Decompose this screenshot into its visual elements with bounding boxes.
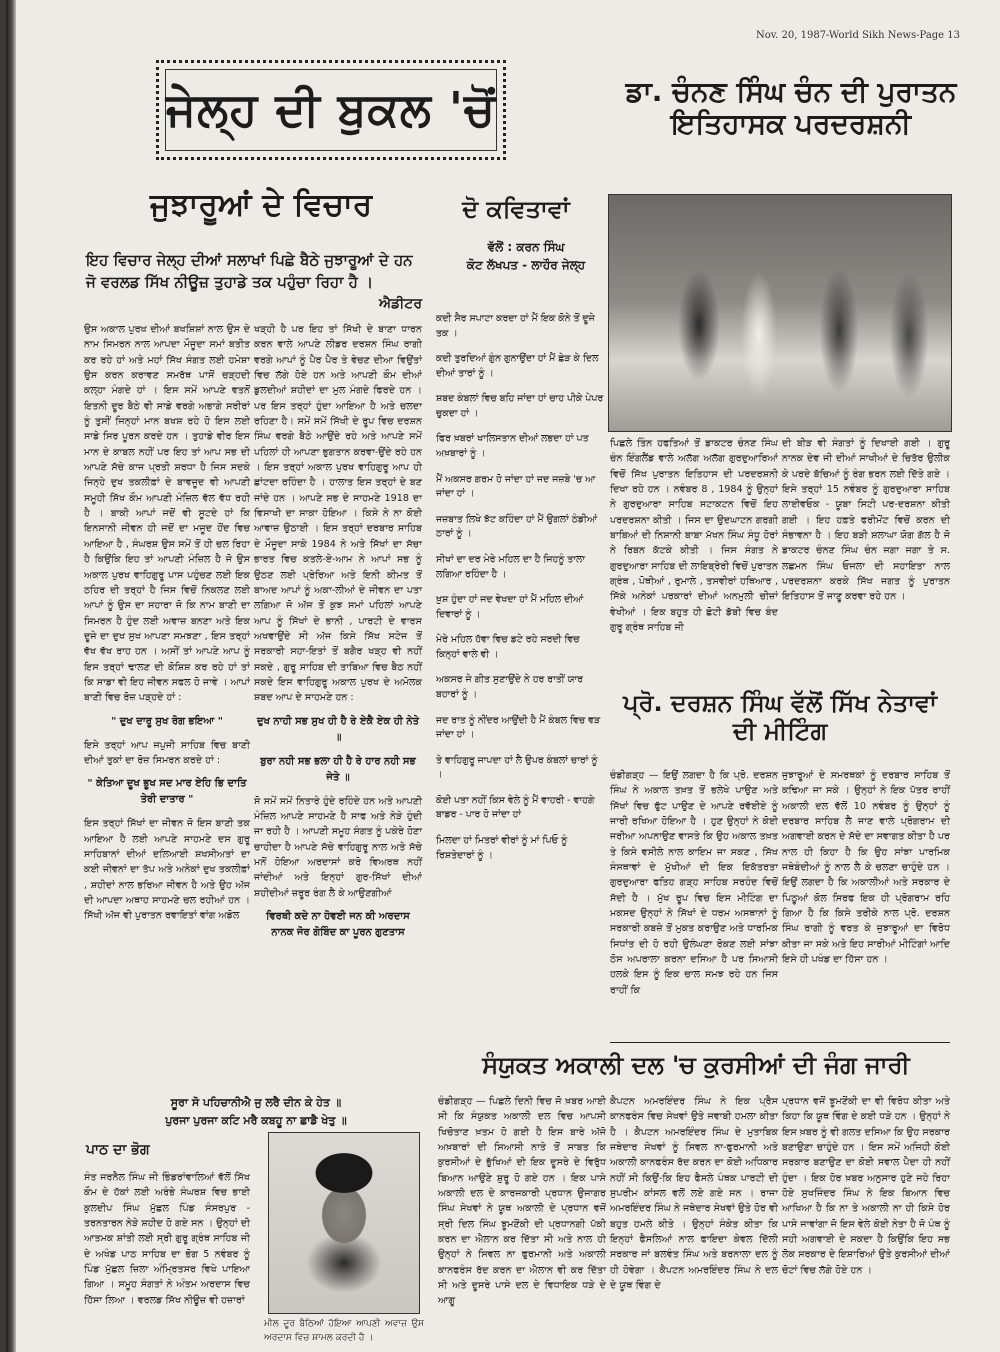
poem-stanza: ਫਿਰ ਖ਼ਬਰਾਂ ਖਾਲਿਸਤਾਨ ਦੀਆਂ ਲਭਦਾ ਹਾਂ ਪਤ ਅਖ਼ਬਾਰਾਂ ਨੂੰ । — [436, 433, 589, 460]
memorial-verse — [86, 1094, 426, 1129]
meeting-column-1: ਚੰਡੀਗੜ੍ਹ — ਇਉਂ ਲਗਦਾ ਹੈ ਕਿ ਪ੍ਰੋ. ਦਰਸ਼ਨ ਸਿੰਘ ਨੇ ਅਕਾਲ ਤਖ਼ਤ ਤੋਂ ਭਲੇਖੇ ਪਾਉਣ ਅਤੇ ਸਿੱਖਾਂ ਵਿਚ ਫੁੱਟ ਪਾਉਣ ਦੇ ਆਪਣੇ ਰਵੱਈਏ ਨੂੰ ਜਾਰੀ ਰਖਿਆ ਹੋਇਆ ਹੈ । ਹੁਣ ਉਨ੍ਹਾਂ ਨੇ ਕੋਈ ਜਰੀਆ ਅਪਨਾਉਣ ਵਾਸਤੇ ਕਿ ਉਹ ਅਕਾਲ ਤਖ਼ਤ ਤੇ ਕਿਸੇ ਵਸੀਲੇ ਨਾਲ ਕਾਇਮ ਜਾ ਸਕਣ , ਸਿੱਖ ਸੰਸਥਾਵਾਂ ਦੇ ਮੁੱਖੀਆਂ ਦੀ ਇਕ ਇਕੱਤਰਤਾ ਗੁਰਦੁਆਰਾ ਫਤਿਹ ਗੜ੍ਹ ਸਾਹਿਬ ਸਰਹੰਦ ਵਿਚੋਂ ਸੱਦੀ ਹੈ । ਮੁੱਖ ਰੂਪ ਵਿਚ ਇਸ ਮੀਟਿੰਗ ਦਾ ਮਕਸਦ ਉਨ੍ਹਾਂ ਨੇ ਸਿੱਖਾਂ ਦੇ ਧਰਮ ਅਸਥਾਨਾਂ ਨੂੰ ਸਰਕਾਰੀ ਕਬਜ਼ੇ ਤੋਂ ਮੁਕਤ ਕਰਾਉਣ ਅਤੇ ਧਾਰਮਿਕ ਸਿਧਾਂਤ ਦੀ ਹੋ ਰਹੀ ਉਲੰਘਣਾ ਰੋਕਣ ਲਈ ਸਾਂਝਾ ਠੋਸ ਅਪਰਾਲਾ ਕਰਨਾ ਦਸਿਆ ਹੈ ਪਰ ਸਿਆਸੀ ਹਲਕੇ ਇਸ ਨੂੰ ਇਕ ਚਾਲ ਸਮਝ ਰਹੇ ਹਨ ਜਿਸ ਰਾਹੀਂ ਕਿ — [610, 770, 778, 996]
page-edge — [6, 0, 16, 1352]
article1-text: ਖੜ੍ਹੀ ਹੈ ਪਰ ਇਹ ਤਾਂ ਸਿੱਖੀ ਦੇ ਬਾਣਾ ਧਾਰਨ ਕਰਨ ਵਾਲੇ ਆਪਣੇ ਲੀਡਰ ਦਰਸ਼ਨ ਸਿੰਘ ਰਾਗੀ ਵਰਗੇ ਆਪਾਂ ਨੂੰ ਪੈਰ ਪੈਰ ਤੇ ਵੇਚਣ ਦੀਆ ਵਿਉਂਤਾਂ ਵਿਚ ਲੱਗੇ ਹੋਏ ਹਨ ਅਤੇ ਆਪਣੀ ਕੌਮ ਦੀਆਂ ਡੁਲਦੀਆਂ ਸ਼ਹੀਦਾਂ ਦਾ ਮੁਲ ਮੰਗਦੇ ਫਿਰਦੇ ਹਨ । ਪਰ ਇਸ ਤਰ੍ਹਾਂ ਹੁੰਦਾ ਆਇਆ ਹੈ ਅਤੇ ਚਲਦਾ ਰਹਿਣਾ ਹੈ। ਸਮੇਂ ਸਮੇਂ ਸਿੱਖੀ ਦੇ ਰੂਪ ਵਿਚ ਦਰਸ਼ਨ ਸਿੰਘ ਵਰਗੇ ਬੈਠੇ ਆਉਂਦੇ ਰਹੇ ਅਤੇ ਆਪਣੇ ਸਮੇਂ ਪਹਿਲਾਂ ਹੀ ਆਪਣਾ ਭੁਗਤਾਨ ਕਰਵਾ-ਉਂਦੇ ਰਹੇ ਹਨ । ਇਸ ਤਰ੍ਹਾਂ ਅਕਾਲ ਪੁਰਖ ਵਾਹਿਗੁਰੂ ਆਪ ਹੀ ਛਾਂਟਦਾ ਰਹਿੰਦਾ ਹੈ । ਹਾਲਾਤ ਇਸ ਤਰ੍ਹਾਂ ਦੇ ਬਣ ਜਾਂਦੇ ਹਨ । ਆਪਣੇ ਸਭ ਦੇ ਸਾਹਮਣੇ 1918 ਦਾ ਵਿਸਾਖੀ ਦਾ ਸਾਕਾ ਹੋਇਆ । ਕਿਸੇ ਨੇ ਨਾ ਕੋਈ ਆਵਾਜ਼ ਉਠਾਈ । ਇਸ ਤਰ੍ਹਾਂ ਦਰਬਾਰ ਸਾਹਿਬ ਦੇ ਮੌਜੂਦਾ ਸਾਕੇ 1984 ਨੇ ਅਤੇ ਸਿੱਖਾਂ ਦਾ ਸੱਚਾ ਭਾਰਤ ਵਿਚ ਕਤਲੇ-ਏ-ਆਮ ਨੇ ਆਪਾਂ ਸਭ ਨੂੰ ਉਠਣ ਲਈ ਪ੍ਰੇਰਿਆ ਅਤੇ ਇਨੀ ਕੀਮਤ ਤੋਂ ਬਾਅਦ ਆਪਾਂ ਨੂੰ ਅਕਾ-ਲੀਆਂ ਦੇ ਜੀਵਨ ਦਾ ਪਤਾ ਲਗਿਆ ਜੋ ਅੱਜ ਤੋਂ ਕੁਝ ਸਮਾਂ ਪਹਿਲਾਂ ਆਪਣੇ ਆਪ ਨੂੰ ਸਿੱਖਾਂ ਦੇ ਭਾਨੀ , ਪਾਰਟੀ ਦੇ ਵਾਰਸ ਅਖਵਾਉਂਦੇ ਸੀ ਅੱਜ ਕਿਸੇ ਸਿੱਖ ਸਟੇਜ ਤੋਂ ਸਰਕਾਰੀ ਸਹਾ-ਇਤਾਂ ਤੋਂ ਬਗੈਰ ਖੜ੍ਹ ਵੀ ਨਹੀਂ ਸਕਦੇ , ਗੁਰੂ ਸਾਹਿਬ ਦੀ ਤਾਬਿਆ ਵਿਚ ਬੈਠ ਨਹੀਂ ਸਕਦੇ ਇਸ ਵਾਹਿਗੁਰੂ ਅਕਾਲ ਪੁਰਖ ਦੇ ਅਮੋਲਕ ਸ਼ਬਦ ਆਪ ਦੇ ਸਾਹਮਣੇ ਹਨ : — [254, 324, 422, 704]
poem-stanza: ਕਦੀ ਸੈਰ ਸਪਾਟਾ ਕਰਦਾ ਹਾਂ ਮੈਂ ਇਕ ਕੋਨੇ ਤੋਂ ਦੂਜੇ ਤਕ । — [436, 313, 595, 339]
poems-location: ਕੋਟ ਲੱਖਪਤ - ਲਾਹੌਰ ਜੇਲ੍ਹ — [466, 258, 586, 272]
exhibition-headline: ਡਾ. ਚੰਨਣ ਸਿੰਘ ਚੰਨ ਦੀ ਪੁਰਾਤਨ ਇਤਿਹਾਸਕ ਪਰਦਰਸ਼ਨੀ — [625, 75, 957, 141]
article1-intro: ਇਹ ਵਿਚਾਰ ਜੇਲ੍ਹ ਦੀਆਂ ਸਲਾਖਾਂ ਪਿਛੇ ਬੈਠੇ ਜੁਝਾਰੂਆਂ ਦੇ ਹਨ ਜੋ ਵਰਲਡ ਸਿੱਖ ਨੀਊਜ਼ ਤੁਹਾਡੇ ਤਕ ਪਹੁੰਚਾ ਰਿਹਾ ਹੈ । — [86, 251, 413, 291]
akali-headline: ਸੰਯੁਕਤ ਅਕਾਲੀ ਦਲ 'ਚ ਕੁਰਸੀਆਂ ਦੀ ਜੰਗ ਜਾਰੀ — [482, 1051, 910, 1079]
memorial-body: ਸੰਤ ਜਰਨੈਲ ਸਿੰਘ ਜੀ ਭਿੰਡਰਾਂਵਾਲਿਆਂ ਵੱਲੋਂ ਸਿੱਖ ਕੌਮ ਦੇ ਹੱਕਾਂ ਲਈ ਅਰੰਭੇ ਸੰਘਰਸ਼ ਵਿਚ ਭਾਈ ਕੁਲਦੀਪ ਸਿੰਘ ਮੁੱਛਲ ਪਿੰਡ ਸੰਸਰਪੁਰ - ਤਰਨਤਾਰਨ ਨੇੜੇ ਸ਼ਹੀਦ ਹੋ ਗਏ ਸਨ । ਉਨ੍ਹਾਂ ਦੀ ਆਤਮਕ ਸ਼ਾਂਤੀ ਲਈ ਸ੍ਰੀ ਗੁਰੂ ਗ੍ਰੰਥ ਸਾਹਿਬ ਜੀ ਦੇ ਅਖੰਡ ਪਾਠ ਸਾਹਿਬ ਦਾ ਭੋਗ 5 ਨਵੰਬਰ ਨੂੰ ਪਿੰਡ ਮੁੱਛਲ ਜ਼ਿਲਾ ਅੰਮ੍ਰਿਤਸਰ ਵਿਖੇ ਪਾਇਆ ਗਿਆ । ਸਮੂਹ ਸੰਗਤਾਂ ਨੇ ਅੰਤਮ ਅਰਦਾਸ ਵਿਚ ਹਿੱਸਾ ਲਿਆ । ਵਰਲਡ ਸਿੱਖ ਨੀਊਜ਼ ਵੀ ਹਜ਼ਾਰਾਂ — [84, 1172, 250, 1306]
article1-text: ਸੋ ਸਮੇਂ ਸਮੇਂ ਨਿਤਾਰੇ ਹੁੰਦੇ ਰਹਿੰਦੇ ਹਨ ਅਤੇ ਆਪਣੀ ਮੰਜ਼ਿਲ ਆਪਣੇ ਸਾਹਮਣੇ ਹੈ ਸਾਫ ਅਤੇ ਨੇੜੇ ਹੁੰਦੀ ਜਾ ਰਹੀ ਹੈ । ਆਪਣੀ ਸਮੂਹ ਸੰਗਤ ਨੂੰ ਪਕੇਰੇ ਹੋਣਾ ਚਾਹੀਦਾ ਹੈ ਆਪਣੇ ਸੱਚੇ ਵਾਹਿਗੁਰੂ ਨਾਲ ਅਤੇ ਸੱਚੇ ਮਨੋਂ ਹੋਇਆ ਅਰਦਾਸਾਂ ਕਰੋ ਵਿਅਰਥ ਨਹੀਂ ਜਾਂਦੀਆਂ ਅਤੇ ਇਨ੍ਹਾਂ ਗੁਰ-ਸਿੱਖਾਂ ਦੀਆਂ ਸ਼ਹੀਦੀਆਂ ਜ਼ਰੂਰ ਰੰਗ ਲੈ ਕੇ ਆਉਣਗੀਆਂ — [254, 795, 422, 899]
poem-stanza: ਕੋਈ ਪਤਾ ਨਹੀਂ ਕਿਸ ਵੇਲੇ ਨੂੰ ਮੈਂ ਵਾਹਰੀ - ਵਾਹਗੇ ਬਾਡਰ - ਪਾਰ ਹੋ ਜਾਂਦਾ ਹਾਂ — [436, 794, 595, 821]
poem-stanza: ਜਜ਼ਬਾਤ ਲਿਖੇ ਝੱਟ ਕਹਿੰਦਾ ਹਾਂ ਮੈਂ ਉਗਲਾਂ ਠੰਡੀਆਂ ਠਾਰਾਂ ਨੂੰ । — [436, 513, 598, 540]
section-title-box — [156, 60, 506, 160]
article1-quote: " ਕੇਤਿਆ ਦੂਖ ਭੂਖ ਸਦ ਮਾਰ ਏਹਿ ਭਿ ਦਾਤਿ ਤੇਰੀ ਦਾਤਾਰ " — [87, 778, 247, 806]
poems-body — [436, 312, 606, 874]
article1-text: ਇਸੇ ਤਰ੍ਹਾਂ ਆਪ ਜਪੁਜੀ ਸਾਹਿਬ ਵਿਚ ਬਾਣੀ ਦੀਆਂ ਤੁਕਾਂ ਦਾ ਰੋਜ਼ ਸਿਮਰਨ ਕਰਦੇ ਹਾਂ : — [84, 739, 250, 766]
article1-quote: ਦੁਖ ਨਾਹੀ ਸਭ ਸੁਖ ਹੀ ਹੈ ਰੇ ਏਕੈ ਏਕ ਹੀ ਨੇਤੇ ॥ — [256, 715, 420, 743]
poems-headline: ਦੋ ਕਵਿਤਾਵਾਂ — [462, 195, 570, 223]
article1-editor: ਐਡੀਟਰ — [379, 296, 422, 312]
memorial-caption: ਮੀਲ ਦੂਰ ਬੈਠਿਆਂ ਹੋਇਆ ਆਪਣੀ ਅਵਾਜ਼ ਉਸ ਅਰਦਾਸ ਵਿਚ ਸ਼ਾਮਲ ਕਰਦੀ ਹੈ । — [264, 1319, 424, 1343]
poem-stanza: ਸੀਖਾਂ ਦਾ ਦਰ ਮੇਰੇ ਮਹਿਲ ਦਾ ਹੈ ਜਿਹਨੂੰ ਤਾਲਾ ਲਗਿਆ ਰਹਿੰਦਾ ਹੈ । — [436, 553, 586, 580]
akali-column-1: ਚੰਡੀਗੜ੍ਹ — ਪਿਛਲੇ ਦਿਨੀ ਵਿਚ ਜੋ ਖ਼ਬਰ ਆਈ ਸੀ ਕਿ ਸੰਯੁਕਤ ਅਕਾਲੀ ਦਲ ਵਿਚ ਆਪਸੀ ਖਿਚੋਤਾਣ ਖ਼ਤਮ ਹੋ ਗਈ ਹੈ ਇਸ ਬਾਰੇ ਅੱਜੋ ਅਖ਼ਬਾਰਾਂ ਦੀ ਸਿਆਸੀ ਨਾਤੇ ਤੋਂ ਸਾਬਤ ਕਿ ਕੁਰਸੀਆਂ ਦੇ ਭੁੱਖਿਆਂ ਦੀ ਇਕ ਦੂਸਰੇ ਦੇ ਵਿਰੁੱਧ ਬਿਆਨ ਆਉਣੇ ਸ਼ੁਰੂ ਹੋ ਗਏ ਹਨ । ਇਕ ਪਾਸੇ ਅਕਾਲੀ ਦਲ ਦੇ ਕਾਰਜਕਾਰੀ ਪ੍ਰਧਾਨ ਉਜਾਗਰ ਸਿੰਘ ਸੇਖਵਾਂ ਨੇ ਯੂਥ ਅਕਾਲੀ ਦੇ ਪ੍ਰਧਾਨ ਵਜੋਂ ਸ੍ਰੀ ਦਿਲ ਸਿੰਘ ਝੂਮਣੋਂਕੀ ਦੀ ਪ੍ਰਧਾਨਗੀ ਪੱਕੀ ਕਰਨ ਦਾ ਐਲਾਨ ਕਰ ਦਿੱਤਾ ਸੀ ਅਤੇ ਨਾਲ ਹੀ ਉਨ੍ਹਾਂ ਨੇ ਸਿਵਲ ਨਾ ਫੁਰਮਾਨੀ ਅਤੇ ਅਕਾਲੀ ਕਾਨਫਰੰਸ ਰੱਦ ਕਰਨ ਦਾ ਐਲਾਨ ਵੀ ਕਰ ਦਿੱਤਾ ਸੀ ਅਤੇ ਦੂਸਰੇ ਪਾਸੇ ਦਲ ਦੇ ਵਿਧਾਇਕ ਧੜੇ ਦੇ ਆਗੂ — [438, 1096, 606, 1307]
akali-column-3: ਪ੍ਰਧਾਨ ਵਜੋਂ ਝੂਮਣੋਂਕੀ ਦਾ ਵੀ ਵਿਰੋਧ ਕੀਤਾ ਅਤੇ ਕਿਹਾ ਕਿ ਯੂਥ ਵਿੰਗ ਦੇ ਕਈ ਧੜੇ ਹਨ । ਉਨ੍ਹਾਂ ਨੇ ਇਸ ਖ਼ਬਰ ਨੂੰ ਵੀ ਗਲਤ ਦਸਿਆ ਕਿ ਉਹ ਸਰਕਾਰ ਬਣਾਉਣਾ ਚਾਹੁੰਦੇ ਹਨ । ਇਸ ਸਮੇਂ ਅਜਿਹੀ ਕੋਈ ਸਰਕਾਰ ਬਣਾਉਣ ਦਾ ਕੋਈ ਸਵਾਲ ਪੈਦਾ ਹੀ ਨਹੀਂ ਹੁੰਦਾ । ਇਕ ਹੋਰ ਖ਼ਬਰ ਅਨੁਸਾਰ ਹੁਣੇ ਜਹੇ ਰਿਹਾ ਹੋਏ ਸੁਖਜਿੰਦਰ ਸਿੰਘ ਨੇ ਇਕ ਬਿਆਨ ਵਿਚ ਆਖਿਆ ਹੈ ਕਿ ਨਾ ਤੇ ਅਕਾਲੀ ਨਾ ਹੀ ਕਿਸੇ ਹੋਰ ਪਾਸੇ ਜਾਵਾਂਗਾ ਜੋ ਇਸ ਵੇਲੇ ਕੋਈ ਨੇਤਾ ਹੈ ਜੋ ਪੰਥ ਨੂੰ ਸਹੀ ਅਗਵਾਈ ਦੇ ਸਕਦਾ ਹੈ ਕਿਉਂਕਿ ਇਹ ਸਭ ਲੋਕ ਸਰਕਾਰ ਦੇ ਇਸ਼ਾਰਿਆਂ ਉਤੇ ਕੁਰਸੀਆਂ ਦੀਆਂ ਚੋਟਾਂ ਵਿਚ ਲੱਗੇ ਹੋਏ ਹਨ । — [782, 1096, 950, 1276]
poem-stanza: ਜਦ ਰਾਤ ਨੂੰ ਨੀਂਦਰ ਆਉਂਦੀ ਹੈ ਮੈਂ ਕੰਬਲ ਵਿਚ ਵੜ ਜਾਂਦਾ ਹਾਂ । — [436, 714, 601, 741]
memorial-portrait — [268, 1132, 420, 1314]
poem-stanza: ਤੇ ਵਾਹਿਗੁਰੂ ਜਾਪਦਾ ਹਾਂ ਲੈ ਉਪਰ ਕੰਬਲਾਂ ਚਾਰਾਂ ਨੂੰ । — [436, 754, 598, 781]
article1-text: ਇਸ ਤਰ੍ਹਾਂ ਸਿੱਖਾਂ ਦਾ ਜੀਵਨ ਜੋ ਇਸ ਬਾਣੀ ਤਕ ਆਇਆ ਹੈ ਲਈ ਆਪਣੇ ਸਾਹਮਣੇ ਦਸ ਗੁਰੂ ਸਾਹਿਬਾਨਾਂ ਦੀਆਂ ਦਲਿਆਈ ਸ਼ਖਸੀਅਤਾਂ ਦਾ ਕਈ ਜੀਵਨਾਂ ਦਾ ਤੱਪ ਅਤੇ ਅਨੇਕਾਂ ਦੁਖ ਤਕਲੀਫ਼ਾਂ , ਸ਼ਹੀਦਾਂ ਨਾਲ ਭਰਿਆ ਜੀਵਨ ਹੈ ਅਤੇ ਉਹ ਅੱਜ ਦੀ ਆਪਦਾ ਅਥਾਹ ਸਾਹਮਣੇ ਚਲ ਰਹੀਆਂ ਹਨ । ਸਿੱਖੀ ਅੱਜ ਵੀ ਪੁਰਾਤਨ ਰਵਾਇਤਾਂ ਵਾਂਗ ਅਡੋਲ — [84, 818, 250, 922]
article1-column-2 — [254, 322, 422, 949]
article1-quote: ਵਿਰਥੀ ਕਦੇ ਨਾ ਹੋਵਈ ਜਨ ਕੀ ਅਰਦਾਸ ਨਾਨਕ ਜੋਰ ਗੋਬਿੰਦ ਕਾ ਪੂਰਨ ਗੁਣਤਾਸ — [266, 911, 410, 938]
memorial-verse-line: ਪੁਰਜਾ ਪੁਰਜਾ ਕਟਿ ਮਰੈ ਕਬਹੂ ਨਾ ਛਾਡੈ ਖੇਤੁ ॥ — [165, 1113, 347, 1127]
memorial-verse-line: ਸੂਰਾ ਸੋ ਪਹਿਚਾਨੀਐ ਜੁ ਲਰੈ ਦੀਨ ਕੇ ਹੇਤ ॥ — [170, 1096, 342, 1109]
poem-stanza: ਅਕਸਰ ਜੇ ਗੀਤ ਸੁਣਾਉਂਦੇ ਨੇ ਹਰ ਰਾਤੀਂ ਯਾਰ ਬਹਾਰਾਂ ਨੂੰ । — [436, 674, 583, 700]
poem-stanza: ਸ਼ਬਦ ਕੰਬਲਾਂ ਵਿਚ ਬਹਿ ਜਾਂਦਾ ਹਾਂ ਚਾਹ ਪੀਕੇ ਪੇਪਰ ਚੁਕਦਾ ਹਾਂ । — [436, 393, 604, 419]
masthead: Nov. 20, 1987-World Sikh News-Page 13 — [755, 30, 960, 41]
section-rule — [610, 1042, 950, 1043]
exhibition-column-2: ਦੀ ਬੀੜ ਵੀ ਸੰਗਤਾਂ ਨੂੰ ਦਿਖਾਈ ਗਈ । ਗੁਰੂ ਨਾਨਕ ਦੇਵ ਜੀ ਦੀਆਂ ਸਾਖੀਆਂ ਦੇ ਚਿਤੱਰ ਉਲੀਕ ਕੇ ਪਰਦੇ ਬੱਚਿਆਂ ਨੂੰ ਰੰਗ ਭਰਨ ਲਈ ਦਿੱਤੇ ਗਏ । ਇਸੇ ਤਰ੍ਹਾਂ 15 ਨਵੰਬਰ ਨੂੰ ਗੁਰਦੁਆਰਾ ਸਾਹਿਬ ਲਾਈਵਓਕ - ਯੂਬਾ ਸਿਟੀ ਪਰ-ਦਰਸ਼ਨਾ ਕੀਤੀ ਗਈ । ਇਹ ਹਫ਼ਤੇ ਫਰੀਮੋਂਟ ਵਿਚੋਂ ਕਰਨ ਦੀ ਸੰਭਾਵਨਾ ਹੈ । ਇਹ ਬੜੀ ਸ਼ਲਾਘਾ ਯੋਗ ਗੱਲ ਹੈ ਜੋ ਡਾਕਟਰ ਚੰਨਣ ਸਿੰਘ ਚੰਨ ਜਗਾ ਜਗਾ ਤੇ ਸ. ਲਛਮਨ ਸਿੰਘ ਓਜਲਾ ਦੀ ਸਹਾਇਤਾ ਨਾਲ ਪਰਦਰਸ਼ਨਾ ਕਰਕੇ ਸਿੱਖ ਜਗਤ ਨੂੰ ਪੁਰਾਤਨ ਇਤਿਹਾਸ ਤੋਂ ਜਾਣੂ ਕਰਵਾ ਰਹੇ ਹਨ । — [782, 438, 950, 603]
poem-stanza: ਮਿਲਦਾ ਹਾਂ ਮਿਤਰਾਂ ਵੀਰਾਂ ਨੂੰ ਮਾਂ ਪਿਓ ਨੂੰ ਰਿਸ਼ਤੇਦਾਰਾਂ ਨੂੰ । — [436, 835, 568, 861]
article1-text: ਉਸ ਅਕਾਲ ਪੁਰਖ ਦੀਆਂ ਬਖਸ਼ਿਸ਼ਾਂ ਨਾਲ ਉਸ ਦੇ ਨਾਮ ਸਿਮਰਨ ਨਾਲ ਆਪਦਾ ਮੌਜੂਦਾ ਸਮਾਂ ਬਤੀਤ ਕਰ ਰਹੇ ਹਾਂ ਅਤੇ ਮਹਾਂ ਸਿੱਖ ਸੰਗਤ ਲਈ ਹਮੇਸ਼ਾ ਉਸ ਕਰਨ ਕਰਾਵਣ ਸਮਰੱਥ ਪਾਸੋਂ ਚੜ੍ਹਦੀ ਕਲ੍ਹਾ ਮੰਗਦੇ ਹਾਂ । ਇਸ ਸਮੇਂ ਆਪਣੇ ਵਤਨੋਂ ਇਤਨੀ ਦੂਰ ਬੈਠੇ ਵੀ ਸਾਡੇ ਵਰਗੇ ਅਭਾਗੇ ਸਰੀਰਾਂ ਨੂੰ ਤੁਸੀਂ ਜਿਨ੍ਹਾਂ ਮਾਨ ਬਖਸ਼ ਰਹੇ ਹੋ ਇਸ ਲਈ ਸਾਡੇ ਸਿਰ ਪੂਰਨ ਕਰਦੇ ਹਨ । ਤੁਹਾਡੇ ਵੀਰ ਇਸ ਮਾਨ ਦੇ ਕਾਬਲ ਨਹੀਂ ਪਰ ਇਹ ਤਾਂ ਆਪ ਸਭ ਦੀ ਆਪਣੇ ਸੱਚੇ ਕਾਜ ਪ੍ਰਤੀ ਸ਼ਰਧਾ ਹੈ ਜਿਸ ਸਦਕੇ ਜਿਨ੍ਹੇ ਦੁਖ ਤਕਲੀਫ਼ਾਂ ਦੇ ਬਾਵਜੂਦ ਵੀ ਆਪਣੀ ਸਮੂਹੀ ਸਿੱਖ ਕੌਮ ਆਪਣੀ ਮੰਜ਼ਿਲ ਵੱਲ ਵੱਧ ਰਹੀ ਹੈ । ਬਾਕੀ ਆਪਾਂ ਜਦੋਂ ਵੀ ਸੂਟਦੇ ਹਾਂ ਕਿ ਇਨਸਾਨੀ ਜੀਵਨ ਹੀ ਜਦੋਂ ਦਾ ਮਜੂਦ ਹੋਂਦ ਵਿਚ ਆਇਆ ਹੈ , ਸੰਘਰਸ਼ ਉਸ ਸਮੇਂ ਤੋਂ ਹੀ ਚਲ ਰਿਹਾ ਹੈ ਕਿਉਂਕਿ ਇਹ ਤਾਂ ਆਪਣੀ ਮੰਜ਼ਿਲ ਹੈ ਜੋ ਉਸ ਅਕਾਲ ਪੁਰਖ ਵਾਹਿਗੁਰੂ ਪਾਸ ਪਹੁੰਚਣ ਲਈ ਇਕ ਠਹਿਰ ਦੀ ਤਰ੍ਹਾਂ ਹੈ ਜਿਸ ਵਿਚੋਂ ਨਿਕਲਣ ਲਈ ਆਪਾਂ ਨੂੰ ਉਸ ਦਾ ਸਹਾਰਾ ਜੋ ਕਿ ਨਾਮ ਬਾਣੀ ਦਾ ਸਿਮਰਨ ਹੈ ਹੁੰਦ ਲਈ ਅਵਾਜ਼ ਬਨਣਾ ਅਤੇ ਇਕ ਦੂਜੇ ਦਾ ਦੁਖ ਸੁਖ ਆਪਣਾ ਸਮਝਣਾ , ਇਸ ਤਰ੍ਹਾਂ ਵੱਖ ਵੱਖ ਰਾਹ ਹਨ । ਅਸੀਂ ਤਾਂ ਆਪਣੇ ਆਪ ਨੂੰ ਇਸ ਤਰ੍ਹਾਂ ਢਾਲਣ ਦੀ ਕੋਸ਼ਿਸ਼ ਕਰ ਰਹੇ ਹਾਂ ਤਾਂ ਕਿ ਸਾਡਾ ਵੀ ਇਹ ਜੀਵਨ ਸਫਲ ਹੋ ਜਾਵੇ । ਆਪਾਂ ਬਾਣੀ ਵਿਚ ਰੋਜ਼ ਪੜ੍ਹਦੇ ਹਾਂ : — [84, 324, 250, 704]
akali-column-2: ਕੈਪਟਨ ਅਮਰਇੰਦਰ ਸਿੰਘ ਨੇ ਇਕ ਪ੍ਰੈਸ ਕਾਨਫਰੰਸ ਵਿਚ ਸੇਖਵਾਂ ਉਤੇ ਜਵਾਬੀ ਹਮਲਾ ਕੀਤਾ ਹੈ । ਕੈਪਟਨ ਅਮਰਇੰਦਰ ਸਿੰਘ ਦੇ ਮੁਤਾਬਿਕ ਜਥੇਦਾਰ ਸੇਖਵਾਂ ਨੂੰ ਸਿਵਲ ਨਾ-ਫੁਰਮਾਨੀ ਅਤੇ ਅਕਾਲੀ ਕਾਨਫਰੰਸ ਰੱਦ ਕਰਨ ਦਾ ਕੋਈ ਅਧਿਕਾਰ ਨਹੀਂ ਸੀ ਕਿਉਂ-ਕਿ ਇਹ ਫੈਸਲੇ ਪੰਥਕ ਪਾਰਟੀ ਦੀ ਸੁਪਰੀਮ ਕਾਂਸਲ ਵਲੋਂ ਲਏ ਗਏ ਸਨ । ਰਾਜਾ ਅਮਰਇੰਦਰ ਸਿੰਘ ਨੇ ਜਥੇਦਾਰ ਸੇਖਵਾਂ ਉਤੇ ਹੋਰ ਵੀ ਬਹੁਤ ਹਮਲੇ ਕੀਤੇ । ਉਨ੍ਹਾਂ ਸੰਕੇਤ ਕੀਤਾ ਕਿ ਇਨ੍ਹਾਂ ਫੈਸਲਿਆਂ ਨਾਲ ਫਾਇਦਾ ਕੇਵਲ ਦਿੱਲੀ ਸਰਕਾਰ ਜਾਂ ਬਲਵੰਤ ਸਿੰਘ ਅਤੇ ਬਰਨਾਲਾ ਦਲ ਨੂੰ ਹੀ ਹੋਵੇਗਾ । ਕੈਪਟਨ ਅਮਰਇੰਦਰ ਸਿੰਘ ਨੇ ਦਲ ਦੇ ਯੂਥ ਵਿੰਗ ਦੇ — [610, 1096, 778, 1292]
poem-stanza: ਕਦੀ ਤੁਰਦਿਆਂ ਗੁੰਨ ਗੁਨਾਉਂਦਾ ਹਾਂ ਮੈਂ ਛੇੜ ਕੇ ਦਿਲ ਦੀਆਂ ਤਾਰਾਂ ਨੂੰ । — [436, 353, 599, 379]
article1-quote: " ਦੁਖ ਦਾਰੂ ਸੁਖ ਰੋਗ ਭਇਆ " — [111, 715, 223, 727]
newspaper-page — [6, 0, 1000, 1352]
poems-byline — [446, 238, 606, 274]
section-title: ਜੇਲ੍ਹ ਦੀ ਬੁਕਲ 'ਚੋਂ — [166, 82, 496, 136]
article1-quote: ਬੁਰਾ ਨਹੀ ਸਭ ਭਲਾ ਹੀ ਹੈ ਰੇ ਹਾਰ ਨਹੀ ਸਭ ਜੇਤੇ ॥ — [260, 755, 416, 783]
poem-stanza: ਖ਼ੁਸ਼ ਹੁੰਦਾ ਹਾਂ ਜਦ ਵੇਖਦਾ ਹਾਂ ਮੈਂ ਮਹਿਲ ਦੀਆਂ ਦਿਵਾਰਾਂ ਨੂੰ । — [436, 594, 584, 620]
memorial-headline: ਪਾਠ ਦਾ ਭੋਗ — [86, 1142, 150, 1158]
article1-column-1 — [84, 322, 250, 924]
meeting-column-2: ਜੁਝਾਰੂਆਂ ਦੇ ਸਮਰਥਕਾਂ ਨੂੰ ਦਰਬਾਰ ਸਾਹਿਬ ਤੋਂ ਕਢਿਆ ਜਾ ਸਕੇ । ਉਨ੍ਹਾਂ ਨੇ ਇਕ ਪੱਤਰ ਰਾਹੀਂ ਅਕਾਲੀ ਦਲ ਵੱਲੋਂ 10 ਨਵੰਬਰ ਨੂੰ ਉਨ੍ਹਾਂ ਨੂੰ ਦਰਬਾਰ ਸਾਹਿਬ ਲੈ ਜਾਣ ਵਾਲੇ ਪ੍ਰੋਗਰਾਮ ਦੀ ਅਗਵਾਈ ਕਰਨ ਦੇ ਸੱਦੇ ਦਾ ਸਵਾਗਤ ਕੀਤਾ ਹੈ ਪਰ ਨਾਲ ਹੀ ਕਿਹਾ ਹੈ ਕਿ ਉਹ ਸਾਂਝਾ ਪਾਰਮਿਕ ਜਥੇਬੰਦੀਆਂ ਨੂੰ ਨਾਲ ਲੈ ਕੇ ਚਲਣਾ ਚਾਹੁੰਦੇ ਹਨ । ਇਉਂ ਲਗਦਾ ਹੈ ਕਿ ਅਕਾਲੀਆਂ ਅਤੇ ਸਰਕਾਰ ਦੇ ਪਿਠੂਆਂ ਕੋਲ ਸਿਰਫ ਇਕ ਹੀ ਪ੍ਰੋਗਰਾਮ ਰਹਿ ਗਿਆ ਹੈ ਕਿ ਕਿਸੇ ਤਰੀਕੇ ਨਾਲ ਪ੍ਰੋ. ਦਰਸ਼ਨ ਸਿੰਘ ਰਾਗੀ ਨੂੰ ਵਰਤ ਕੇ ਜੁਝਾਰੂਆਂ ਦਾ ਵਿਰੋਧ ਕੀਤਾ ਜਾ ਸਕੇ ਅਤੇ ਇਹ ਸਾਰੀਆਂ ਮੀਟਿੰਗਾਂ ਆਦਿ ਇਸੇ ਹੀ ਪਖੰਡ ਦਾ ਹਿੱਸਾ ਹਨ । — [782, 770, 950, 966]
exhibition-photo — [608, 194, 952, 432]
article1-headline: ਜੁਝਾਰੂਆਂ ਦੇ ਵਿਚਾਰ — [149, 187, 373, 223]
poem-stanza: ਮੇਰੇ ਮਹਿਲ ਹੱਵਾ ਵਿਚ ਡਟੇ ਰਹੇ ਸਰਦੀ ਵਿਚ ਕਿਨ੍ਹਾਂ ਵਾਲੇ ਵੀ । — [436, 634, 580, 660]
meeting-headline: ਪ੍ਰੋ. ਦਰਸ਼ਨ ਸਿੰਘ ਵੱਲੋਂ ਸਿੱਖ ਨੇਤਾਵਾਂ ਦੀ ਮੀਟਿੰਗ — [623, 689, 937, 745]
poems-author: ਵੱਲੋਂ : ਕਰਨ ਸਿੰਘ — [487, 240, 565, 254]
poem-stanza: ਮੈਂ ਅਕਸਰ ਗਰਮ ਹੋ ਜਾਂਦਾ ਹਾਂ ਜਦ ਜਜ਼ਬੇ 'ਚ ਆ ਜਾਂਦਾ ਹਾਂ । — [436, 473, 596, 500]
exhibition-column-1: ਪਿਛਲੇ ਤਿੰਨ ਹਫਤਿਆਂ ਤੋਂ ਡਾਕਟਰ ਚੰਨਣ ਸਿੰਘ ਚੰਨ ਇੰਗਲੈਂਡ ਵਾਲੇ ਅਲੱਗ ਅਲੱਗ ਗੁਰਦੁਆਰਿਆਂ ਵਿਚੋਂ ਸਿੱਖ ਪੁਰਾਤਨ ਇਤਿਹਾਸ ਦੀ ਪਰਦਰਸ਼ਨੀ ਦਿਖਾ ਰਹੇ ਹਨ । ਨਵੰਬਰ 8 , 1984 ਨੂੰ ਉਨ੍ਹਾਂ ਨੇ ਗੁਰਦੁਆਰਾ ਸਾਹਿਬ ਸਟਾਕਟਨ ਵਿਚੋਂ ਇਹ ਪਰਦਰਸ਼ਨਾ ਕੀਤੀ । ਜਿਸ ਦਾ ਉਦਘਾਟਨ ਗਰਗੀ ਬਾਬਿਆਂ ਦੀ ਨਿਸ਼ਾਨੀ ਬਾਬਾ ਮੱਖਨ ਸਿੰਘ ਸੰਧੂ ਹੋਰਾਂ ਨੇ ਰਿਬਨ ਕੱਟਕੇ ਕੀਤੀ । ਜਿਸ ਸੰਗਤ ਨੇ ਗੁਰਦੁਆਰਾ ਸਾਹਿਬ ਦੀ ਲਾਇਬ੍ਰੇਰੀ ਵਿਚੋਂ ਪੁਰਾਤਨ ਗ੍ਰੰਥ , ਪੋਥੀਆਂ , ਰੁਮਾਲੇ , ਤਸਵੀਰਾਂ ਹਥਿਆਰ , ਸਿੱਕੇ ਅਨੇਕਾਂ ਪਰਕਾਰਾਂ ਦੀਆਂ ਅਨਮੁਲੀ ਚੀਜ਼ਾਂ ਵੇਖੀਆਂ । ਇਕ ਬਹੁਤ ਹੀ ਛੋਟੀ ਡੱਬੀ ਵਿਚ ਬੰਦ ਗੁਰੂ ਗ੍ਰੰਥ ਸਾਹਿਬ ਜੀ — [610, 438, 778, 634]
